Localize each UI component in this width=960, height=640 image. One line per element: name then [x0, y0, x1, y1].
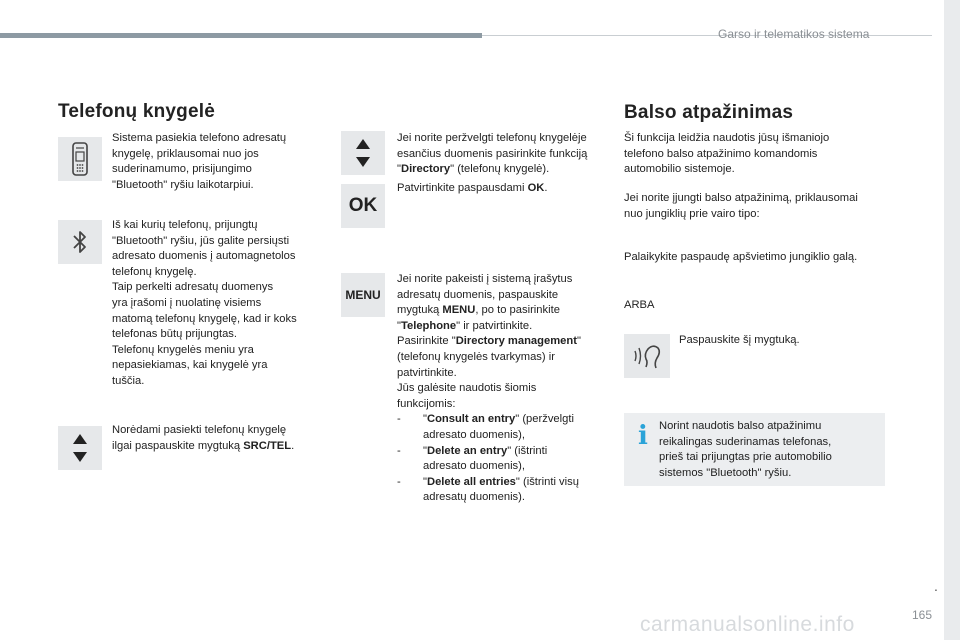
info-text	[659, 419, 879, 481]
ok-label: OK	[348, 195, 378, 216]
phonebook-title: Telefonų knygelė	[58, 101, 215, 122]
hold-stalk-text: Palaikykite paspaudę apšvietimo jungiklio galą.	[624, 251, 858, 263]
text-line: ilgai paspauskite mygtuką SRC/TEL.	[112, 439, 295, 452]
text-line: "Bluetooth" ryšiu, jūs galite persiųsti	[112, 234, 290, 247]
text-line: Jei norite įjungti balso atpažinimą, priklausomai	[624, 192, 858, 204]
up-down-arrows-icon	[355, 138, 371, 168]
src-tel-label: SRC/TEL	[243, 439, 292, 452]
text-line: telefono balso atpažinimo komandomis	[624, 147, 818, 160]
text-line: reikalingas suderinamas telefonas,	[659, 435, 832, 448]
text-line: nepasiekiamas, kai knygelė yra	[112, 359, 268, 372]
info-icon: i	[638, 421, 648, 451]
text-line: "Bluetooth" ryšiu laikotarpiui.	[112, 178, 254, 191]
text-line: mygtuką MENU, po to pasirinkite	[397, 304, 560, 317]
text-line: Jūs galėsite naudotis šiomis	[397, 382, 537, 395]
list-item: - "Consult an entry" (peržvelgti adresato duomenis),	[397, 413, 574, 441]
phonebook-access-text	[112, 423, 352, 454]
arrows-icon-box	[58, 426, 102, 470]
menu-label: MENU	[345, 288, 381, 302]
bluetooth-transfer-text	[112, 218, 352, 390]
section-header: Garso ir telematikos sistema	[718, 27, 870, 41]
text-line: funkcijomis:	[397, 397, 456, 410]
text-line: adresato duomenis į automagnetolos	[112, 250, 296, 263]
text-line: Ši funkcija leidžia naudotis jūsų išmaniojo	[624, 132, 830, 144]
page-edge-strip	[944, 0, 960, 640]
directory-browse-text	[397, 131, 612, 178]
text-line: automobilio sistemoje.	[624, 163, 735, 176]
text-line: tuščia.	[112, 374, 145, 387]
arrows-icon-box-2	[341, 131, 385, 175]
voice-button-icon-box	[624, 334, 670, 378]
text-line: esančius duomenis pasirinkite funkciją	[397, 147, 588, 160]
page-number: 165	[912, 608, 933, 622]
voice-activate-text	[624, 191, 899, 222]
text-line: telefonas būtų prijungtas.	[112, 328, 238, 341]
or-text: ARBA	[624, 299, 655, 311]
phone-icon-box	[58, 137, 102, 181]
text-line: telefonų knygelę.	[112, 265, 197, 278]
text-line: "Directory" (telefonų knygelė).	[397, 163, 550, 176]
ok-button-icon	[341, 184, 385, 228]
text-line: Jei norite pakeisti į sistemą įrašytus	[397, 273, 573, 285]
confirm-ok-text: Patvirtinkite paspausdami OK.	[397, 182, 548, 194]
text-line: knygelę, priklausomai nuo jos	[112, 147, 259, 160]
text-line: "Telephone" ir patvirtinkite.	[397, 319, 533, 332]
up-down-arrows-icon	[72, 433, 88, 463]
text-line: Taip perkelti adresatų duomenys	[112, 281, 274, 294]
text-line: Pasirinkite "Directory management"	[397, 335, 581, 348]
voice-recognition-title: Balso atpažinimas	[624, 102, 794, 123]
text-line: suderinamumo, prisijungimo	[112, 163, 252, 176]
text-line: Iš kai kurių telefonų, prijungtų	[112, 219, 258, 231]
text-line: Telefonų knygelės meniu yra	[112, 343, 254, 356]
text-line: patvirtinkite.	[397, 366, 457, 379]
directory-management-text	[397, 272, 617, 506]
phonebook-intro	[112, 131, 342, 193]
text-line: prieš tai prijungtas prie automobilio	[659, 451, 832, 464]
text-line: (telefonų knygelės tvarkymas) ir	[397, 350, 555, 363]
text-line: Norėdami pasiekti telefonų knygelę	[112, 424, 287, 436]
text-line: matomą telefonų knygelę, kad ir koks	[112, 312, 297, 325]
text-line: yra įrašomi į nuolatinę visiems	[112, 296, 262, 309]
continuation-dot: .	[934, 578, 938, 594]
text-line: Norint naudotis balso atpažinimu	[659, 420, 822, 432]
voice-command-icon	[632, 342, 662, 370]
text-line: adresatų duomenis, paspauskite	[397, 288, 559, 301]
text-line: nuo jungiklių prie vairo tipo:	[624, 207, 760, 220]
phone-icon	[70, 142, 90, 176]
list-item: - "Delete an entry" (ištrinti adresato duomenis),	[397, 444, 548, 473]
watermark: carmanualsonline.info	[640, 613, 855, 636]
bluetooth-icon	[72, 229, 88, 255]
text-line: sistemos "Bluetooth" ryšiu.	[659, 466, 792, 479]
list-item: - "Delete all entries" (ištrinti visų adresatų duomenis).	[397, 475, 579, 504]
menu-button-icon	[341, 273, 385, 317]
voice-intro-text	[624, 131, 894, 178]
press-button-text: Paspauskite šį mygtuką.	[679, 334, 800, 346]
header-bar	[0, 33, 482, 38]
text-line: Sistema pasiekia telefono adresatų	[112, 132, 287, 144]
bluetooth-icon-box	[58, 220, 102, 264]
text-line: Jei norite peržvelgti telefonų knygelėje	[397, 132, 587, 144]
